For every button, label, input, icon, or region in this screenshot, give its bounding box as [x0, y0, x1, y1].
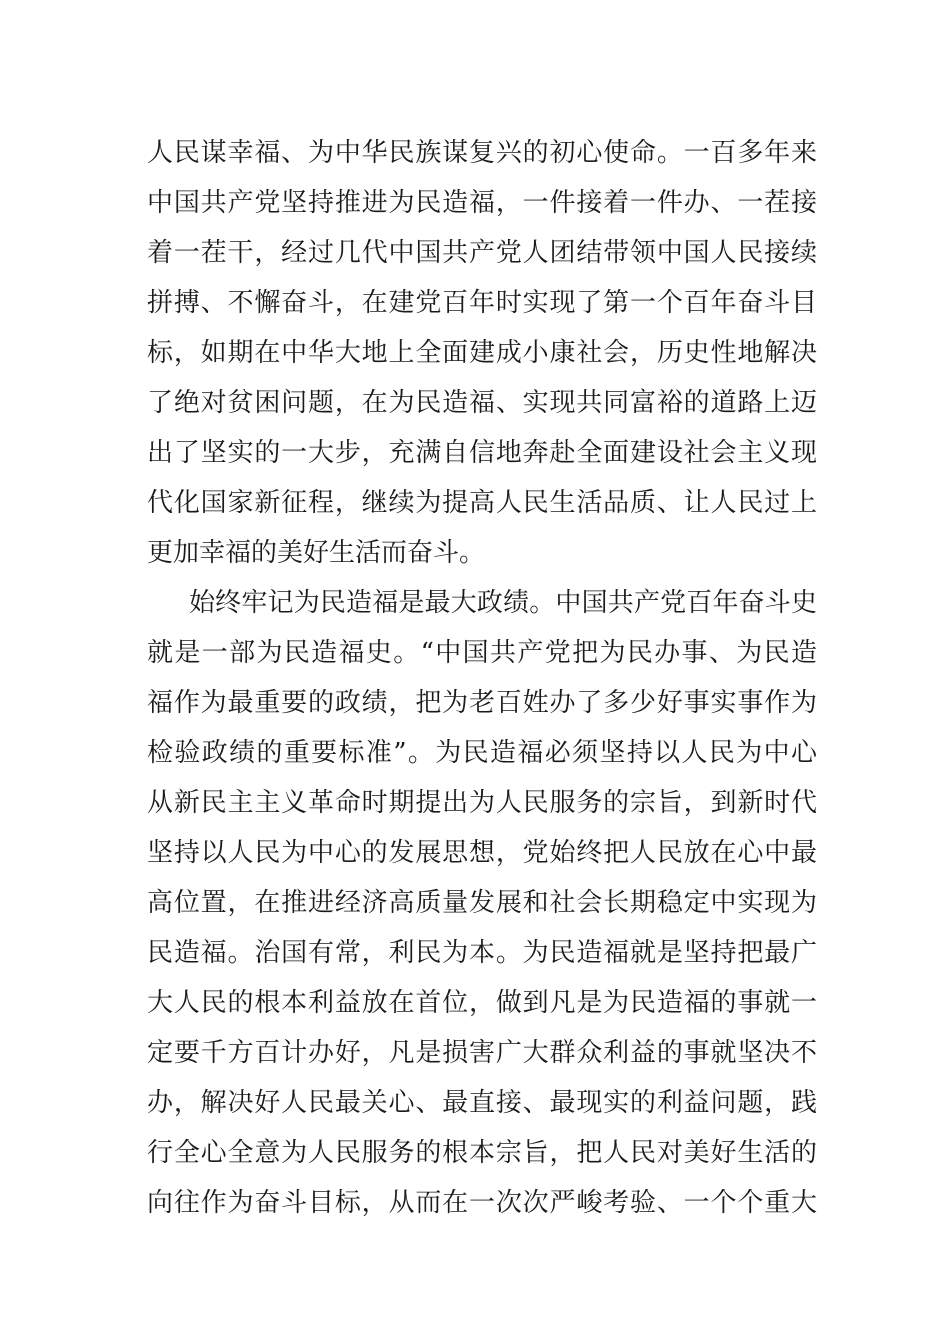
text-line: 福作为最重要的政绩，把为老百姓办了多少好事实事作为	[147, 688, 817, 718]
body-text	[147, 128, 817, 1228]
text-line: 人民谋幸福、为中华民族谋复兴的初心使命。一百多年来	[147, 138, 817, 168]
text-line: 代化国家新征程，继续为提高人民生活品质、让人民过上	[147, 488, 817, 518]
text-line: 标，如期在中华大地上全面建成小康社会，历史性地解决	[147, 338, 817, 368]
text-line: 行全心全意为人民服务的根本宗旨，把人民对美好生活的	[147, 1138, 817, 1168]
text-line: 更加幸福的美好生活而奋斗。	[147, 538, 486, 568]
text-line: 民造福。治国有常，利民为本。为民造福就是坚持把最广	[147, 938, 817, 968]
text-line: 中国共产党坚持推进为民造福，一件接着一件办、一茬接	[147, 188, 817, 218]
text-line: 了绝对贫困问题，在为民造福、实现共同富裕的道路上迈	[147, 388, 817, 418]
text-line: 高位置，在推进经济高质量发展和社会长期稳定中实现为	[147, 888, 817, 918]
text-line: 大人民的根本利益放在首位，做到凡是为民造福的事就一	[147, 988, 817, 1018]
text-line: 就是一部为民造福史。“中国共产党把为民办事、为民造	[147, 638, 817, 668]
text-line: 拼搏、不懈奋斗，在建党百年时实现了第一个百年奋斗目	[147, 288, 817, 318]
text-line: 向往作为奋斗目标，从而在一次次严峻考验、一个个重大	[147, 1188, 817, 1218]
text-line: 定要千方百计办好，凡是损害广大群众利益的事就坚决不	[147, 1038, 817, 1068]
text-line: 检验政绩的重要标准”。为民造福必须坚持以人民为中心	[147, 738, 817, 768]
text-line: 始终牢记为民造福是最大政绩。中国共产党百年奋斗史	[189, 588, 817, 618]
text-line: 坚持以人民为中心的发展思想，党始终把人民放在心中最	[147, 838, 817, 868]
text-line: 着一茬干，经过几代中国共产党人团结带领中国人民接续	[147, 238, 817, 268]
text-line: 出了坚实的一大步，充满自信地奔赴全面建设社会主义现	[147, 438, 817, 468]
text-line: 从新民主主义革命时期提出为人民服务的宗旨，到新时代	[147, 788, 817, 818]
text-line: 办，解决好人民最关心、最直接、最现实的利益问题，践	[147, 1088, 817, 1118]
